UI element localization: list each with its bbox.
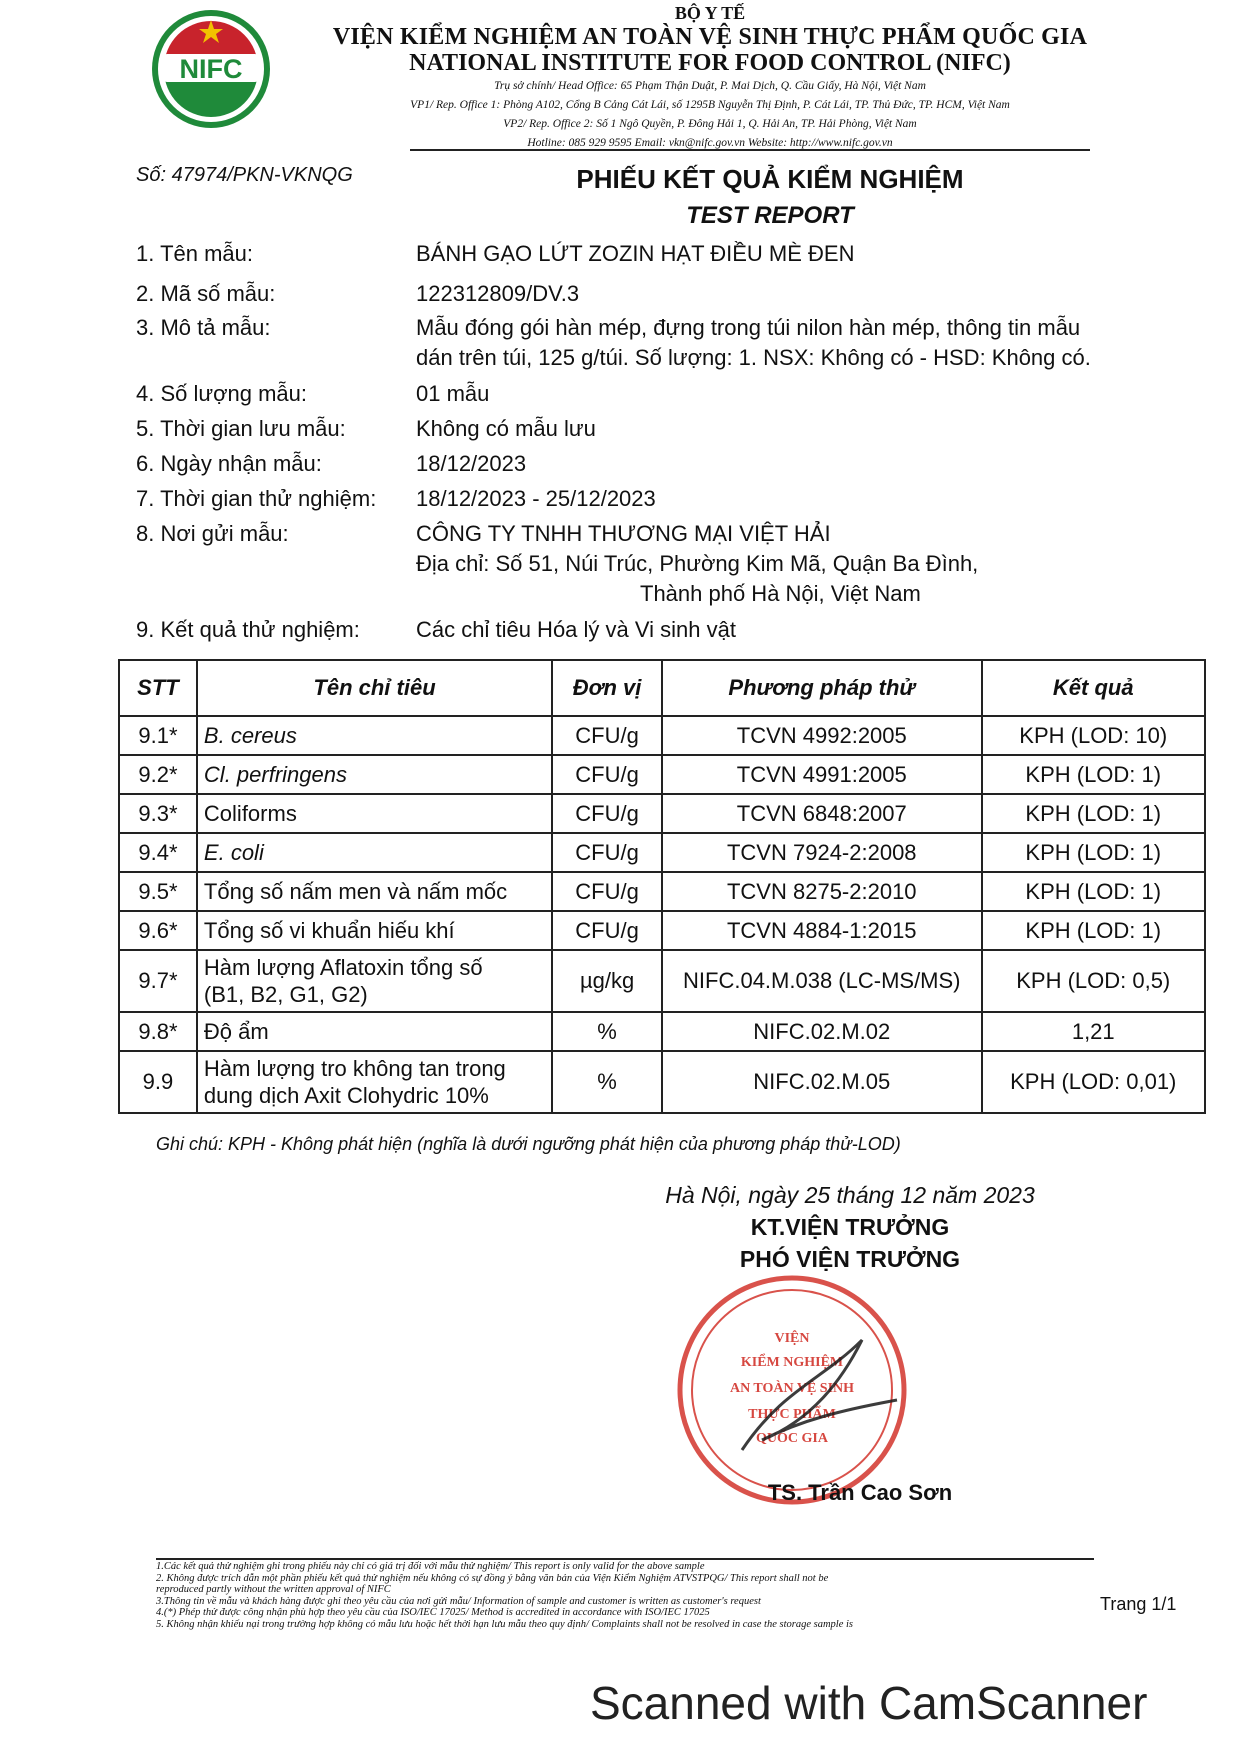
cell-name-line: Hàm lượng tro không tan trong [203, 1056, 506, 1081]
table-header-row [119, 660, 1205, 716]
info-value: dán trên túi, 125 g/túi. Số lượng: 1. NSX: Không có - HSD: Không có. [416, 345, 1091, 370]
cell-result: KPH (LOD: 0,5) [982, 950, 1206, 1012]
info-value: 18/12/2023 [416, 451, 527, 476]
table-row [119, 755, 1205, 794]
info-label: 7. Thời gian thử nghiệm: [136, 486, 377, 511]
table-row [119, 1051, 1205, 1113]
cell-stt: 9.3* [119, 794, 197, 833]
report-number: Số: 47974/PKN-VKNQG [136, 164, 353, 186]
cell-unit: % [552, 1051, 662, 1113]
cell-result: KPH (LOD: 10) [982, 716, 1206, 755]
col-header-name: Tên chỉ tiêu [197, 660, 552, 716]
footer-divider [156, 1558, 1094, 1560]
table-row [119, 794, 1205, 833]
cell-method: NIFC.02.M.05 [662, 1051, 981, 1113]
footnote: 5. Không nhận khiếu nại trong trường hợp không có mẫu lưu hoặc hết thời hạn lưu mẫu theo quy định/ Complaints shall not be resolved in case the storage sample is [156, 1618, 853, 1630]
info-value: CÔNG TY TNHH THƯƠNG MẠI VIỆT HẢI [416, 521, 831, 546]
info-label: 5. Thời gian lưu mẫu: [136, 416, 346, 441]
official-stamp-icon [672, 1270, 912, 1510]
report-title-en: TEST REPORT [686, 202, 854, 229]
info-value: 01 mẫu [416, 381, 490, 406]
cell-result: KPH (LOD: 1) [982, 833, 1206, 872]
logo-text: NIFC [179, 54, 243, 84]
cell-unit: CFU/g [552, 833, 662, 872]
table-row [119, 911, 1205, 950]
cell-name: E. coli [197, 833, 552, 872]
col-header-method: Phương pháp thử [662, 660, 981, 716]
cell-unit: % [552, 1012, 662, 1051]
info-value: 18/12/2023 - 25/12/2023 [416, 486, 656, 511]
cell-unit: CFU/g [552, 716, 662, 755]
stamp-text: QUỐC GIA [756, 1431, 828, 1446]
cell-name-line: Hàm lượng Aflatoxin tổng số [203, 955, 483, 980]
table-row [119, 950, 1205, 1012]
cell-method: TCVN 4884-1:2015 [662, 911, 981, 950]
cell-method: TCVN 4991:2005 [662, 755, 981, 794]
cell-name: Coliforms [197, 794, 552, 833]
info-label: 3. Mô tả mẫu: [136, 315, 271, 340]
scanner-watermark: Scanned with CamScanner [590, 1677, 1148, 1729]
cell-name-line: dung dịch Axit Clohydric 10% [203, 1083, 489, 1108]
footnote: 1.Các kết quả thử nghiệm ghi trong phiếu này chỉ có giá trị đối với mẫu thử nghiệm/ This report is only valid for the above sample [156, 1561, 705, 1572]
contact-line: Hotline: 085 929 9595 Email: vkn@nifc.gov.vn Website: http://www.nifc.gov.vn [527, 137, 893, 149]
cell-name [197, 1051, 552, 1113]
info-value: 122312809/DV.3 [416, 281, 580, 306]
cell-name [197, 950, 552, 1012]
signer-title-2: PHÓ VIỆN TRƯỞNG [739, 1246, 961, 1272]
footnote: reproduced partly without the written approval of NIFC [156, 1584, 391, 1595]
page-number: Trang 1/1 [1100, 1594, 1177, 1614]
signer-title-1: KT.VIỆN TRƯỞNG [750, 1214, 950, 1240]
info-label: 9. Kết quả thử nghiệm: [136, 617, 360, 642]
cell-result: KPH (LOD: 1) [982, 872, 1206, 911]
footnote: 3.Thông tin về mẫu và khách hàng được ghi theo yêu cầu của nơi gửi mẫu/ Information of sample and customer is written as customer's request [156, 1595, 761, 1607]
institute-header [280, 2, 1140, 153]
cell-name: Tổng số nấm men và nấm mốc [197, 872, 552, 911]
info-value: Thành phố Hà Nội, Việt Nam [640, 581, 921, 606]
cell-unit: CFU/g [552, 872, 662, 911]
place-date: Hà Nội, ngày 25 tháng 12 năm 2023 [665, 1182, 1035, 1208]
cell-name-line: (B1, B2, G1, G2) [203, 982, 368, 1007]
cell-stt: 9.5* [119, 872, 197, 911]
head-office-address: Trụ sở chính/ Head Office: 65 Phạm Thận Duật, P. Mai Dịch, Q. Cầu Giấy, Hà Nội, Việt Nam [494, 80, 926, 92]
cell-method: TCVN 6848:2007 [662, 794, 981, 833]
info-label: 2. Mã số mẫu: [136, 281, 276, 306]
col-header-stt: STT [119, 660, 197, 716]
stamp-text: KIỂM NGHIỆM [740, 1355, 844, 1370]
footnote: 4.(*) Phép thử được công nhận phù hợp theo yêu cầu của ISO/IEC 17025/ Method is accredited in accordance with ISO/IEC 17025 [156, 1607, 710, 1618]
cell-result: KPH (LOD: 1) [982, 911, 1206, 950]
office2-address: VP2/ Rep. Office 2: Số 1 Ngô Quyền, P. Đông Hải 1, Q. Hải An, TP. Hải Phòng, Việt Nam [503, 118, 917, 130]
cell-stt: 9.8* [119, 1012, 197, 1051]
cell-method: NIFC.02.M.02 [662, 1012, 981, 1051]
cell-result: 1,21 [982, 1012, 1206, 1051]
cell-name: Độ ẩm [197, 1012, 552, 1051]
nifc-logo [150, 8, 272, 130]
ministry-name: BỘ Y TẾ [674, 3, 746, 23]
footnote: 2. Không được trích dẫn một phần phiếu kết quả thử nghiệm nếu không có sự đồng ý bằng văn bản của Viện Kiểm Nghiệm ATVSTPQG/ This report shall not be [156, 1572, 829, 1584]
cell-stt: 9.7* [119, 950, 197, 1012]
cell-method: TCVN 7924-2:2008 [662, 833, 981, 872]
info-value: Địa chỉ: Số 51, Núi Trúc, Phường Kim Mã, Quận Ba Đình, [416, 551, 979, 576]
stamp-text: THỰC PHẨM [748, 1407, 836, 1422]
cell-unit: CFU/g [552, 755, 662, 794]
cell-stt: 9.9 [119, 1051, 197, 1113]
cell-unit: CFU/g [552, 911, 662, 950]
table-note: Ghi chú: KPH - Không phát hiện (nghĩa là dưới ngưỡng phát hiện của phương pháp thử-LOD) [156, 1134, 901, 1154]
footnotes [156, 1561, 1096, 1630]
signer-name: TS. Trần Cao Sơn [767, 1480, 953, 1505]
info-label: 4. Số lượng mẫu: [136, 381, 308, 406]
table-row [119, 1012, 1205, 1051]
info-value: Các chỉ tiêu Hóa lý và Vi sinh vật [416, 617, 736, 642]
cell-method: TCVN 4992:2005 [662, 716, 981, 755]
table-row [119, 872, 1205, 911]
info-label: 1. Tên mẫu: [136, 241, 253, 266]
info-value: Không có mẫu lưu [416, 416, 596, 441]
col-header-result: Kết quả [982, 660, 1206, 716]
table-row [119, 716, 1205, 755]
cell-stt: 9.4* [119, 833, 197, 872]
cell-result: KPH (LOD: 1) [982, 755, 1206, 794]
info-value: Mẫu đóng gói hàn mép, đựng trong túi nilon hàn mép, thông tin mẫu [416, 315, 1081, 340]
institute-name-en: NATIONAL INSTITUTE FOR FOOD CONTROL (NIFC) [409, 50, 1011, 76]
cell-unit: CFU/g [552, 794, 662, 833]
info-label: 6. Ngày nhận mẫu: [136, 451, 322, 476]
cell-result: KPH (LOD: 0,01) [982, 1051, 1206, 1113]
cell-name: Cl. perfringens [197, 755, 552, 794]
cell-result: KPH (LOD: 1) [982, 794, 1206, 833]
col-header-unit: Đơn vị [552, 660, 662, 716]
header-divider [410, 149, 1090, 151]
cell-method: TCVN 8275-2:2010 [662, 872, 981, 911]
cell-stt: 9.2* [119, 755, 197, 794]
stamp-text: VIỆN [774, 1331, 810, 1346]
report-title-vn: PHIẾU KẾT QUẢ KIỂM NGHIỆM [576, 164, 964, 194]
cell-unit: µg/kg [552, 950, 662, 1012]
office1-address: VP1/ Rep. Office 1: Phòng A102, Cổng B Cảng Cát Lái, số 1295B Nguyễn Thị Định, P. Cát Lái, TP. Thủ Đức, TP. HCM, Việt Nam [410, 99, 1010, 111]
stamp-text: AN TOÀN VỆ SINH [729, 1381, 855, 1396]
info-value: BÁNH GẠO LỨT ZOZIN HẠT ĐIỀU MÈ ĐEN [416, 241, 855, 266]
info-label: 8. Nơi gửi mẫu: [136, 521, 289, 546]
institute-name-vn: VIỆN KIỂM NGHIỆM AN TOÀN VỆ SINH THỰC PHẨM QUỐC GIA [332, 24, 1088, 50]
table-row [119, 833, 1205, 872]
cell-name: Tổng số vi khuẩn hiếu khí [197, 911, 552, 950]
cell-stt: 9.6* [119, 911, 197, 950]
cell-name: B. cereus [197, 716, 552, 755]
results-table [118, 659, 1206, 1114]
cell-method: NIFC.04.M.038 (LC-MS/MS) [662, 950, 981, 1012]
cell-stt: 9.1* [119, 716, 197, 755]
